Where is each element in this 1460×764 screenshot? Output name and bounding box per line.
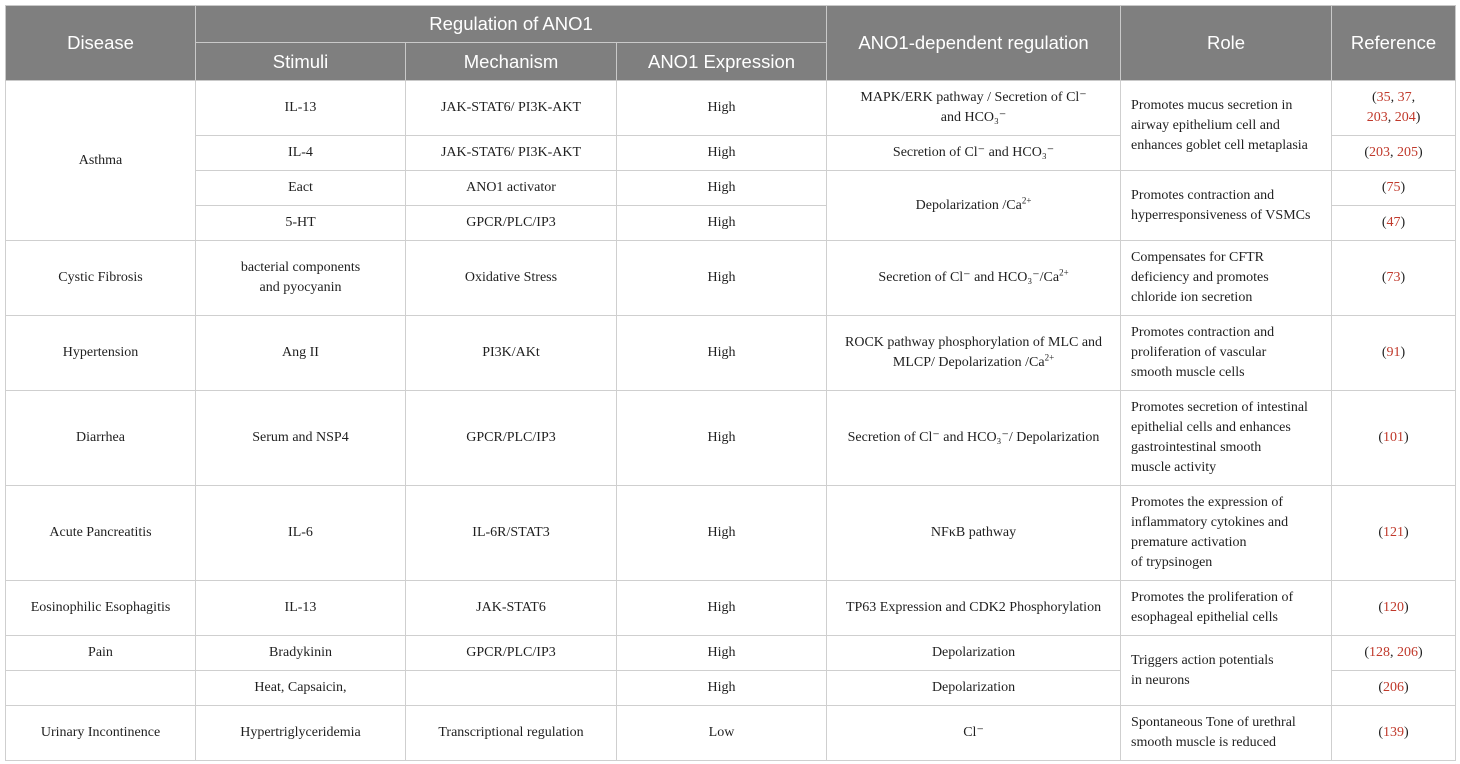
dependent-line: MAPK/ERK pathway / Secretion of Cl⁻ [860,90,1087,105]
expression-cell: High [617,171,827,206]
mechanism-cell: GPCR/PLC/IP3 [406,206,617,241]
paren: ) [1400,180,1406,195]
role-cell [1121,241,1332,316]
paren: ( [1381,270,1387,285]
reference-cell [1332,316,1456,391]
paren: ( [1378,525,1384,540]
reference-cell [1332,241,1456,316]
role-line: premature activation [1131,535,1247,550]
reference-cell [1332,581,1456,636]
mechanism-cell: GPCR/PLC/IP3 [406,636,617,671]
role-line: in neurons [1131,672,1190,688]
expression-cell: Low [617,706,827,761]
dependent-regulation-cell [827,241,1121,316]
mechanism-cell: JAK-STAT6 [406,581,617,636]
role-line: chloride ion secretion [1131,290,1253,305]
header-regulation-group: Regulation of ANO1 [196,6,827,43]
paren: ( [1378,680,1384,695]
role-line: Promotes mucus secretion in [1131,97,1293,113]
role-line: enhances goblet cell metaplasia [1131,137,1308,153]
reference-link[interactable]: 37 [1397,90,1412,105]
reference-link[interactable]: 205 [1397,145,1419,160]
role-cell [1121,81,1332,171]
table-row [6,706,1456,761]
disease-cell: Eosinophilic Esophagitis [6,581,196,636]
role-cell [1121,316,1332,391]
expression-cell: High [617,316,827,391]
reference-link[interactable]: 139 [1383,725,1405,740]
stimuli-cell: 5-HT [196,206,406,241]
role-line: Promotes the proliferation of [1131,590,1294,605]
reference-link[interactable]: 73 [1386,270,1401,285]
stimuli-cell: IL-4 [196,136,406,171]
table-row [6,241,1456,316]
dependent-regulation-cell: NFκB pathway [827,486,1121,581]
expression-cell: High [617,636,827,671]
expression-cell: High [617,241,827,316]
paren: ( [1371,90,1377,105]
expression-cell: High [617,136,827,171]
table-row [6,391,1456,486]
paren: ) [1400,215,1406,230]
role-line: of trypsinogen [1131,555,1213,570]
role-line: hyperresponsiveness of VSMCs [1131,207,1311,223]
mechanism-cell: GPCR/PLC/IP3 [406,391,617,486]
disease-cell: Cystic Fibrosis [6,241,196,316]
disease-cell: Pain [6,636,196,671]
mechanism-cell: IL-6R/STAT3 [406,486,617,581]
reference-link[interactable]: 35 [1376,90,1391,105]
role-line: Promotes secretion of intestinal [1131,400,1308,415]
superscript: 2+ [1021,194,1032,205]
paren: ) [1415,110,1421,125]
role-line: Promotes the expression of [1131,495,1284,510]
paren: ( [1378,725,1384,740]
reference-link[interactable]: 75 [1386,180,1401,195]
dependent-text: Depolarization /Ca [915,197,1022,213]
reference-cell [1332,136,1456,171]
reference-link[interactable]: 47 [1386,215,1401,230]
ano1-disease-table [5,5,1456,761]
paren: ) [1404,725,1409,740]
reference-link[interactable]: 121 [1383,525,1405,540]
role-cell [1121,391,1332,486]
paren: ) [1404,600,1409,615]
paren: ) [1404,680,1409,695]
reference-link[interactable]: 206 [1383,680,1405,695]
dependent-regulation-cell: Depolarization [827,671,1121,706]
role-cell [1121,636,1332,706]
dependent-regulation-cell: Secretion of Cl⁻ and HCO₃⁻/ Depolarization [827,391,1121,486]
dependent-text: Secretion of Cl⁻ and HCO₃⁻/Ca [878,270,1060,285]
stimuli-cell [196,241,406,316]
reference-cell [1332,671,1456,706]
role-line: smooth muscle is reduced [1131,735,1277,750]
paren: ) [1418,145,1423,160]
header-ano1-expression: ANO1 Expression [617,43,827,81]
role-line: gastrointestinal smooth [1131,440,1262,455]
reference-cell [1332,171,1456,206]
dependent-regulation-cell: TP63 Expression and CDK2 Phosphorylation [827,581,1121,636]
disease-cell [6,671,196,706]
role-line: deficiency and promotes [1131,270,1269,285]
paren: ( [1364,645,1370,660]
mechanism-cell: Oxidative Stress [406,241,617,316]
dependent-regulation-cell [827,171,1121,241]
table-row [6,316,1456,391]
expression-cell: High [617,81,827,136]
dependent-regulation-cell: Secretion of Cl⁻ and HCO₃⁻ [827,136,1121,171]
role-line: Promotes contraction and [1131,325,1275,340]
paren: ) [1404,430,1409,445]
reference-link[interactable]: 203 [1366,110,1388,125]
stimuli-line: bacterial components [240,260,361,275]
table-row [6,581,1456,636]
paren: ) [1404,525,1409,540]
dependent-line: and HCO₃⁻ [940,110,1007,125]
role-line: Promotes contraction and [1131,187,1275,203]
paren: ( [1381,345,1387,360]
stimuli-cell: IL-13 [196,581,406,636]
role-line: esophageal epithelial cells [1131,610,1278,625]
expression-cell: High [617,206,827,241]
role-line: proliferation of vascular [1131,345,1267,360]
stimuli-cell: Hypertriglyceridemia [196,706,406,761]
role-cell [1121,706,1332,761]
reference-cell [1332,391,1456,486]
table-row [6,171,1456,206]
reference-cell [1332,706,1456,761]
mechanism-cell: JAK-STAT6/ PI3K-AKT [406,81,617,136]
dependent-line: MLCP/ Depolarization /Ca [892,355,1045,370]
header-role: Role [1121,6,1332,81]
role-line: smooth muscle cells [1131,365,1245,380]
paren: ( [1364,145,1370,160]
reference-cell [1332,636,1456,671]
header-stimuli: Stimuli [196,43,406,81]
stimuli-cell: Eact [196,171,406,206]
stimuli-cell: Ang II [196,316,406,391]
role-line: Spontaneous Tone of urethral [1131,715,1296,730]
separator: , [1390,90,1398,105]
disease-cell: Acute Pancreatitis [6,486,196,581]
reference-link[interactable]: 91 [1386,345,1401,360]
dependent-regulation-cell: Cl⁻ [827,706,1121,761]
role-cell [1121,581,1332,636]
reference-cell: (35, 37, 203, 204) [1332,81,1456,136]
disease-cell: Asthma [6,81,196,241]
paren: ( [1381,215,1387,230]
header-disease: Disease [6,6,196,81]
expression-cell: High [617,581,827,636]
reference-link[interactable]: 203 [1369,145,1391,160]
reference-cell [1332,206,1456,241]
expression-cell: High [617,391,827,486]
separator: , [1390,145,1398,160]
role-line: inflammatory cytokines and [1131,515,1289,530]
paren: ( [1378,600,1384,615]
separator: , [1387,110,1395,125]
dependent-regulation-cell [827,316,1121,391]
dependent-line: ROCK pathway phosphorylation of MLC and [845,335,1103,350]
stimuli-cell: Heat, Capsaicin, [196,671,406,706]
header-ano1-dependent-regulation: ANO1-dependent regulation [827,6,1121,81]
superscript: 2+ [1059,267,1069,278]
paren: ( [1381,180,1387,195]
stimuli-line: and pyocyanin [259,280,342,295]
paren: ( [1378,430,1384,445]
stimuli-cell: Serum and NSP4 [196,391,406,486]
reference-link[interactable]: 128 [1369,645,1391,660]
paren: ) [1400,270,1406,285]
disease-cell: Urinary Incontinence [6,706,196,761]
stimuli-cell: IL-13 [196,81,406,136]
disease-cell: Diarrhea [6,391,196,486]
role-line: Compensates for CFTR [1131,250,1265,265]
dependent-regulation-cell [827,81,1121,136]
role-line: muscle activity [1131,460,1217,475]
mechanism-cell: JAK-STAT6/ PI3K-AKT [406,136,617,171]
separator: , [1390,645,1398,660]
header-mechanism: Mechanism [406,43,617,81]
role-line: airway epithelium cell and [1131,117,1280,133]
role-cell [1121,486,1332,581]
table-row [6,81,1456,136]
disease-cell: Hypertension [6,316,196,391]
header-reference: Reference [1332,6,1456,81]
dependent-regulation-cell: Depolarization [827,636,1121,671]
role-cell [1121,171,1332,241]
superscript: 2+ [1044,352,1055,363]
reference-cell [1332,486,1456,581]
mechanism-cell: Transcriptional regulation [406,706,617,761]
paren: ) [1418,645,1423,660]
mechanism-cell [406,671,617,706]
reference-link[interactable]: 101 [1383,430,1405,445]
table-row [6,486,1456,581]
reference-link[interactable]: 204 [1394,110,1416,125]
role-line: epithelial cells and enhances [1131,420,1291,435]
stimuli-cell: Bradykinin [196,636,406,671]
table-row [6,636,1456,671]
stimuli-cell: IL-6 [196,486,406,581]
mechanism-cell: ANO1 activator [406,171,617,206]
paren: ) [1400,345,1406,360]
role-line: Triggers action potentials [1131,652,1274,668]
expression-cell: High [617,486,827,581]
reference-link[interactable]: 120 [1383,600,1405,615]
reference-link[interactable]: 206 [1397,645,1419,660]
expression-cell: High [617,671,827,706]
mechanism-cell: PI3K/AKt [406,316,617,391]
